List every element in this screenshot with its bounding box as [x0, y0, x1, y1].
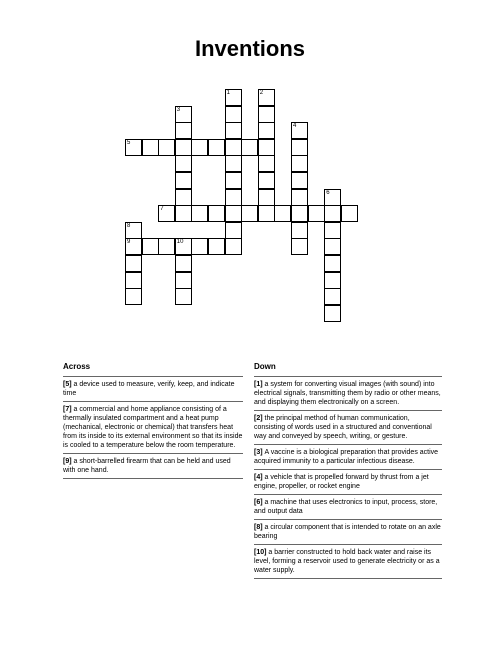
down-clue — [254, 520, 442, 545]
grid-cell — [142, 238, 159, 255]
grid-cell — [324, 238, 341, 255]
grid-cell — [324, 288, 341, 305]
grid-cell — [208, 205, 225, 222]
grid-cell — [324, 222, 341, 239]
grid-cell — [258, 155, 275, 172]
grid-cell — [175, 238, 192, 255]
grid-cell — [191, 139, 208, 156]
clue-number: 8 — [127, 222, 131, 229]
grid-cell — [258, 205, 275, 222]
across-heading: Across — [63, 362, 91, 371]
grid-cell — [225, 139, 242, 156]
clue-number: 7 — [160, 206, 164, 213]
clue-text: a short-barrelled firearm that can be held and used with one hand. — [63, 458, 231, 474]
down-clue-list — [254, 376, 442, 579]
grid-cell — [225, 106, 242, 123]
grid-cell — [175, 255, 192, 272]
grid-cell — [158, 238, 175, 255]
clue-number-label: [7] — [63, 406, 74, 413]
grid-cell — [175, 272, 192, 289]
grid-cell — [225, 189, 242, 206]
grid-cell — [324, 189, 341, 206]
grid-cell — [125, 272, 142, 289]
grid-cell — [175, 172, 192, 189]
grid-cell — [191, 205, 208, 222]
down-clue — [254, 411, 442, 445]
clue-number-label: [1] — [254, 381, 265, 388]
grid-cell — [175, 139, 192, 156]
down-clue — [254, 445, 442, 470]
grid-cell — [274, 205, 291, 222]
grid-cell — [225, 89, 242, 106]
grid-cell — [258, 122, 275, 139]
grid-cell — [208, 238, 225, 255]
grid-cell — [225, 172, 242, 189]
grid-cell — [258, 139, 275, 156]
grid-cell — [125, 238, 142, 255]
grid-cell — [291, 155, 308, 172]
grid-cell — [225, 205, 242, 222]
clue-text: a device used to measure, verify, keep, and indicate time — [63, 381, 235, 397]
grid-cell — [225, 238, 242, 255]
down-clue — [254, 545, 442, 579]
grid-cell — [324, 205, 341, 222]
across-clue — [63, 402, 243, 454]
clue-number-label: [10] — [254, 549, 269, 556]
grid-cell — [191, 238, 208, 255]
clue-text: a circular component that is intended to rotate on an axle bearing — [254, 524, 441, 540]
clue-number: 5 — [127, 139, 131, 146]
clue-number-label: [2] — [254, 415, 265, 422]
grid-cell — [324, 272, 341, 289]
grid-cell — [291, 238, 308, 255]
grid-cell — [158, 205, 175, 222]
grid-cell — [258, 106, 275, 123]
grid-cell — [225, 122, 242, 139]
grid-cell — [258, 189, 275, 206]
down-clue — [254, 495, 442, 520]
grid-cell — [308, 205, 325, 222]
clue-number: 9 — [127, 239, 131, 246]
across-clue — [63, 454, 243, 479]
grid-cell — [125, 288, 142, 305]
down-heading: Down — [254, 362, 276, 371]
clue-number-label: [4] — [254, 474, 265, 481]
grid-cell — [341, 205, 358, 222]
grid-cell — [241, 205, 258, 222]
grid-cell — [258, 89, 275, 106]
grid-cell — [175, 189, 192, 206]
clue-number-label: [6] — [254, 499, 265, 506]
clue-number: 10 — [176, 239, 184, 246]
clue-number-label: [9] — [63, 458, 74, 465]
clue-text: a vehicle that is propelled forward by thrust from a jet engine, propeller, or rocket engine — [254, 474, 429, 490]
grid-cell — [225, 222, 242, 239]
clue-text: a barrier constructed to hold back water and raise its level, forming a reservoir used to generate electricity or as a water supply. — [254, 549, 440, 574]
clue-text: the principal method of human communication, consisting of words used in a structured and conventional way and conveyed by speech, writing, or gesture. — [254, 415, 432, 440]
grid-cell — [324, 305, 341, 322]
grid-cell — [291, 172, 308, 189]
grid-cell — [258, 172, 275, 189]
clue-number: 6 — [326, 189, 330, 196]
grid-cell — [208, 139, 225, 156]
across-clue — [63, 376, 243, 402]
grid-cell — [125, 255, 142, 272]
clue-text: a system for converting visual images (with sound) into electrical signals, transmitting them by radio or other means, and displaying them electronically on a screen. — [254, 381, 441, 406]
grid-cell — [125, 139, 142, 156]
clue-number: 3 — [176, 106, 181, 113]
grid-cell — [175, 122, 192, 139]
grid-cell — [324, 255, 341, 272]
grid-cell — [291, 139, 308, 156]
grid-cell — [291, 205, 308, 222]
puzzle-title: Inventions — [194, 36, 305, 61]
grid-cell — [175, 106, 192, 123]
grid-cell — [291, 122, 308, 139]
grid-cell — [142, 139, 159, 156]
clue-number-label: [5] — [63, 381, 74, 388]
grid-cell — [175, 205, 192, 222]
grid-cell — [225, 155, 242, 172]
grid-cell — [291, 189, 308, 206]
clue-text: a machine that uses electronics to input, process, store, and output data — [254, 499, 438, 515]
grid-cell — [291, 222, 308, 239]
grid-cell — [158, 139, 175, 156]
grid-cell — [241, 139, 258, 156]
down-clue — [254, 470, 442, 495]
clue-number-label: [3] — [254, 449, 265, 456]
grid-cell — [175, 288, 192, 305]
clue-number: 2 — [259, 90, 264, 96]
grid-cell — [175, 155, 192, 172]
clue-number: 4 — [293, 123, 297, 130]
clue-number-label: [8] — [254, 524, 265, 531]
down-clue — [254, 376, 442, 411]
grid-cell — [125, 222, 142, 239]
clue-text: A vaccine is a biological preparation that provides active acquired immunity to a particular infectious disease. — [254, 449, 439, 465]
clue-number: 1 — [226, 90, 230, 96]
clue-text: a commercial and home appliance consisting of a thermally insulated compartment and a heat pump (mechanical, electronic or chemical) that transfers heat from its inside to its external environment so that its inside is cooled to a temperature below the room temperature. — [63, 406, 243, 449]
across-clue-list — [63, 376, 243, 479]
